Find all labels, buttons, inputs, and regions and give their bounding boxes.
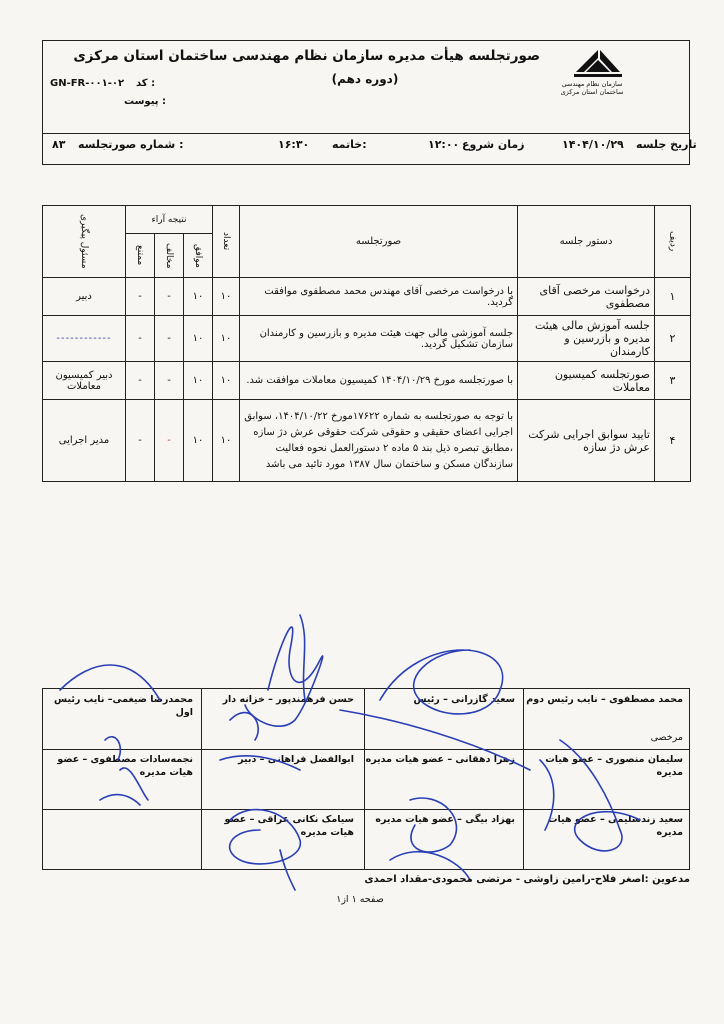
signatory-label: زهرا دهقانی – عضو هیات مدیره xyxy=(365,754,515,765)
signatory-label: محمد مصطفوی – نایب رئیس دوم xyxy=(526,694,683,705)
agenda-table xyxy=(42,205,691,482)
start-time-label: زمان شروع xyxy=(462,138,525,151)
leave-note: مرخصی xyxy=(650,732,683,743)
table-row xyxy=(43,316,691,362)
header-agenda: دستور جلسه xyxy=(518,206,655,278)
code-value: GN-FR-۰۰۱-۰۲ xyxy=(50,78,125,89)
agenda-item: درخواست مرخصی آقای مصطفوی xyxy=(518,278,655,316)
header-abstain: ممتنع xyxy=(126,234,155,278)
header-count: تعداد xyxy=(213,206,240,278)
header-result: نتیجه آراء xyxy=(126,206,213,234)
header-followup: مسئول پیگیری xyxy=(43,206,126,278)
grid-divider xyxy=(201,689,202,869)
end-time-value: ۱۶:۳۰ xyxy=(278,138,310,151)
agree-cell: ۱۰ xyxy=(184,362,213,400)
followup-cell: مدیر اجرایی xyxy=(43,400,126,482)
minutes-text: با درخواست مرخصی آقای مهندس محمد مصطفوی موافقت گردید. xyxy=(240,278,518,316)
table-row xyxy=(43,278,691,316)
oppose-cell: - xyxy=(155,316,184,362)
logo-caption: سازمان نظام مهندسی ساختمان استان مرکزی xyxy=(560,80,624,96)
organization-logo xyxy=(560,42,634,110)
agree-cell: ۱۰ xyxy=(184,316,213,362)
page-number: صفحه ۱ از۱ xyxy=(336,894,384,905)
minutes-number-value: ۸۳ xyxy=(52,138,66,151)
count-cell: ۱۰ xyxy=(213,362,240,400)
invitees-line: مدعوین :اصغر فلاح-رامین زاوشی - مرتضی محمودی-مقداد احمدی xyxy=(364,874,690,885)
signatory-label: بهزاد بیگی – عضو هیات مدیره xyxy=(375,814,515,825)
signatory-label: سعید زندسلیمی – عضو هیات مدیره xyxy=(547,814,683,838)
signatory-label: حسن فرهمندپور – خزانه دار xyxy=(222,694,354,705)
oppose-cell: - xyxy=(155,362,184,400)
header-oppose: مخالف xyxy=(155,234,184,278)
signatory-label: سلیمان منصوری – عضو هیات مدیره xyxy=(545,754,683,778)
agenda-item: تایید سوابق اجرایی شرکت عرش دژ سازه xyxy=(518,400,655,482)
minutes-number-label: شماره صورتجلسه : xyxy=(78,138,184,151)
oppose-cell: - xyxy=(155,278,184,316)
signatory-label: نجمه‌سادات مصطفوی – عضو هیات مدیره xyxy=(57,754,193,778)
row-number: ۱ xyxy=(655,278,691,316)
row-number: ۲ xyxy=(655,316,691,362)
end-time-label: خاتمه: xyxy=(332,138,367,151)
header-row-number: ردیف xyxy=(655,206,691,278)
count-cell: ۱۰ xyxy=(213,278,240,316)
agree-cell: ۱۰ xyxy=(184,278,213,316)
row-number: ۳ xyxy=(655,362,691,400)
header-divider xyxy=(43,133,689,134)
followup-cell: ------------ xyxy=(43,316,126,362)
abstain-cell: - xyxy=(126,362,155,400)
count-cell: ۱۰ xyxy=(213,316,240,362)
count-cell: ۱۰ xyxy=(213,400,240,482)
agree-cell: ۱۰ xyxy=(184,400,213,482)
signature-grid xyxy=(42,688,690,870)
attachment-label: پیوست : xyxy=(124,96,167,107)
code-label: کد : xyxy=(136,78,156,89)
abstain-cell: - xyxy=(126,278,155,316)
oppose-cell: - xyxy=(155,400,184,482)
table-row xyxy=(43,362,691,400)
minutes-text: با توجه به صورتجلسه به شماره ۱۷۶۲۲مورخ ۱۴۰۴/۱۰/۲۲، سوابق اجرایی اعضای حقیقی و حقوقی شرکت حقوقی عرش دژ سازه ،مطابق تبصره ذیل بند ۵ ماده ۲ دستورالعمل نحوه فعالیت سازندگان مسکن و ساختمان سال ۱۳۸۷ مورد تائید می باشد xyxy=(240,400,518,482)
header-agree: موافق xyxy=(184,234,213,278)
grid-divider xyxy=(43,749,689,750)
row-number: ۴ xyxy=(655,400,691,482)
signatory-label: سعید گازرانی – رئیس xyxy=(413,694,515,705)
document-title: صورتجلسه هیأت مدیره سازمان نظام مهندسی ساختمان استان مرکزی xyxy=(73,48,540,64)
followup-cell: دبیر کمیسیون معاملات xyxy=(43,362,126,400)
header-minutes: صورتجلسه xyxy=(240,206,518,278)
abstain-cell: - xyxy=(126,400,155,482)
start-time-value: ۱۲:۰۰ xyxy=(428,138,460,151)
minutes-text: جلسه آموزشی مالی جهت هیئت مدیره و بازرسین و کارمندان سازمان تشکیل گردید. xyxy=(240,316,518,362)
meeting-date-label: تاریخ جلسه xyxy=(636,138,697,151)
signatory-label: ابوالفضل فراهانی – دبیر xyxy=(238,754,354,765)
period-label: (دوره دهم) xyxy=(331,72,399,86)
followup-cell: دبیر xyxy=(43,278,126,316)
agenda-item: صورتجلسه کمیسیون معاملات xyxy=(518,362,655,400)
agenda-item: جلسه آموزش مالی هیئت مدیره و بازرسین و کارمندان xyxy=(518,316,655,362)
grid-divider xyxy=(523,689,524,869)
abstain-cell: - xyxy=(126,316,155,362)
grid-divider xyxy=(43,809,689,810)
signatory-label: سیامک نکانی عراقی – عضو هیات مدیره xyxy=(224,814,354,838)
signatory-label: محمدرضا ضیغمی– نایب رئیس اول xyxy=(54,694,193,718)
table-row xyxy=(43,400,691,482)
minutes-text: با صورتجلسه مورخ ۱۴۰۴/۱۰/۲۹ کمیسیون معاملات موافقت شد. xyxy=(240,362,518,400)
meeting-date-value: ۱۴۰۴/۱۰/۲۹ xyxy=(562,138,624,151)
grid-divider xyxy=(364,689,365,869)
